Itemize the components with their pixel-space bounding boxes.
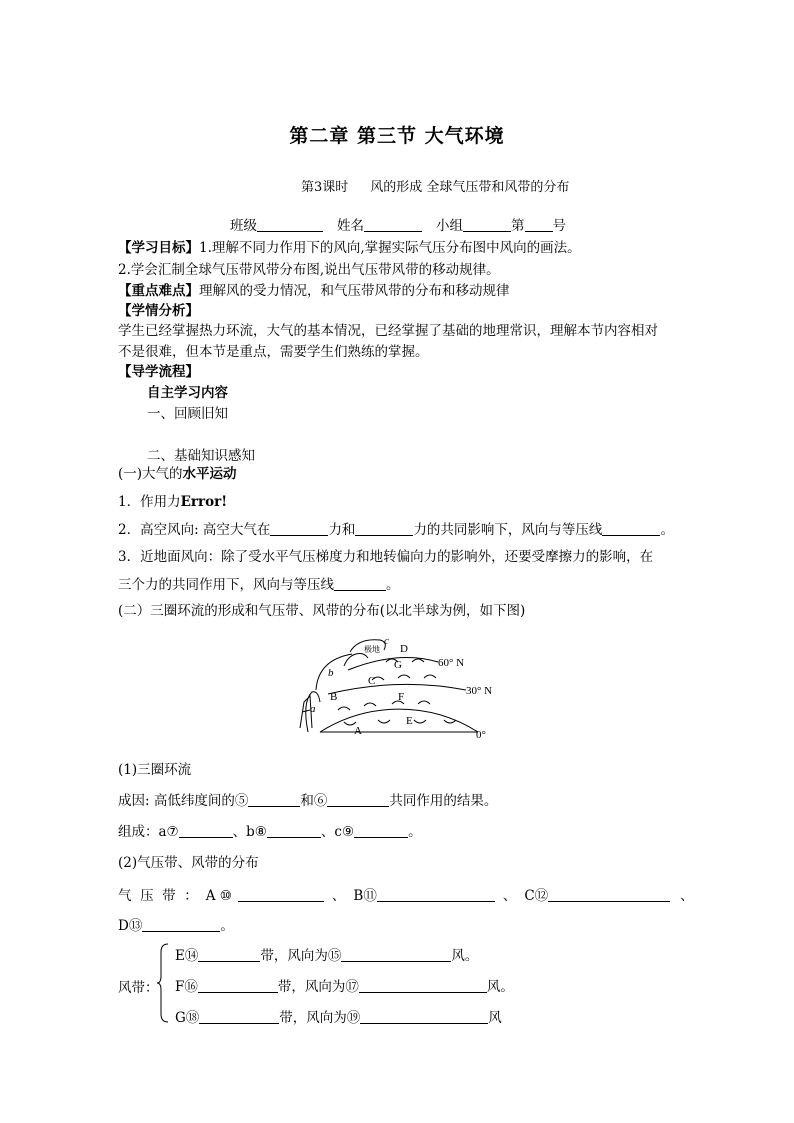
analysis-text-1: 学生已经掌握热力环流，大气的基本情况，已经掌握了基础的地理常识，理解本节内容相对 xyxy=(118,323,658,339)
pressure-end: 。 xyxy=(220,918,234,934)
objectives-line-1 xyxy=(118,236,581,256)
flow-tag: 【导学流程】 xyxy=(118,364,199,380)
wind-G-direction-label: 带，风向为⑲ xyxy=(279,1010,361,1026)
group-label: 小组 xyxy=(436,218,463,234)
blank-11[interactable] xyxy=(377,887,495,902)
label-G: G xyxy=(394,659,402,671)
comp-text-d: 。 xyxy=(408,824,422,840)
student-info-line xyxy=(230,214,566,234)
key-points-tag: 【重点难点】 xyxy=(118,283,199,299)
key-points-text: 理解风的受力情况，和气压带风带的分布和移动规律 xyxy=(199,283,510,299)
item-2-text-c: 力的共同影响下，风向与等压线 xyxy=(413,522,603,538)
pressure-C: C⑫ xyxy=(524,888,549,904)
blank-12[interactable] xyxy=(548,887,670,902)
basic-knowledge-heading: 二、基础知识感知 xyxy=(147,448,255,464)
circulation-heading: (二）三圈环流的形成和气压带、风带的分布(以北半球为例，如下图) xyxy=(118,603,526,619)
cause-blank-6[interactable] xyxy=(327,792,389,807)
cell-label-a: a xyxy=(310,703,316,715)
comp-text-a: 组成：a⑦ xyxy=(118,824,179,840)
label-F: F xyxy=(398,691,405,703)
lat-30-arc xyxy=(328,684,466,694)
item-2-text-b: 力和 xyxy=(328,522,356,538)
label-B: B xyxy=(330,691,338,703)
wind-E-label: E⑭ xyxy=(175,948,199,964)
wind-belt-row-F xyxy=(175,975,514,995)
blank-17[interactable] xyxy=(359,978,487,993)
page-title: 第二章 第三节 大气环境 xyxy=(289,125,505,147)
wind-belt-row-E xyxy=(175,944,478,964)
item-3-line-1: 3．近地面风向：除了受水平气压梯度力和地转偏向力的影响外，还要受摩擦力的影响，在 xyxy=(118,549,654,565)
item-2-blank-3[interactable] xyxy=(602,521,660,536)
comp-blank-8[interactable] xyxy=(267,823,321,838)
number-blank[interactable] xyxy=(525,217,553,232)
item-3-text-c: 。 xyxy=(386,577,400,593)
wind-E-direction-label: 带，风向为⑮ xyxy=(260,948,342,964)
item-1-line xyxy=(118,490,227,510)
item-2-text-d: 。 xyxy=(660,522,674,538)
blank-13[interactable] xyxy=(142,917,220,932)
pressure-A: A ⑩ xyxy=(205,888,232,904)
item-3-blank[interactable] xyxy=(334,576,386,591)
label-A: A xyxy=(354,725,362,737)
wind-G-end: 风 xyxy=(488,1010,502,1026)
sep-1: 、 xyxy=(331,888,346,904)
group-blank[interactable] xyxy=(463,217,511,232)
blank-16[interactable] xyxy=(198,978,278,993)
belts-heading: (2)气压带、风带的分布 xyxy=(118,855,259,871)
lat-0-label: 0° xyxy=(476,729,486,741)
wind-F-end: 风。 xyxy=(486,979,514,995)
objectives-tag: 【学习目标】 xyxy=(118,240,199,256)
brace-icon xyxy=(156,942,170,1024)
self-study-heading: 自主学习内容 xyxy=(147,385,228,401)
cause-text-a: 成因: 高低纬度间的⑤ xyxy=(118,793,249,809)
item-2-text-a: 2．高空风向: 高空大气在 xyxy=(118,522,271,538)
lat-60-label: 60° N xyxy=(438,657,465,669)
heading-bold: 水平运动 xyxy=(182,466,237,482)
cause-text-c: 共同作用的结果。 xyxy=(389,793,498,809)
pressure-D: D⑬ xyxy=(118,918,143,934)
wind-F-label: F⑯ xyxy=(175,979,198,995)
composition-line xyxy=(118,820,422,840)
analysis-text-2: 不是很难，但本节是重点，需要学生们熟练的掌握。 xyxy=(118,344,429,360)
lesson-number: 第3课时 xyxy=(301,180,349,195)
three-cell-circulation-diagram xyxy=(288,632,508,744)
cause-blank-5[interactable] xyxy=(248,792,300,807)
comp-blank-7[interactable] xyxy=(179,823,233,838)
number-label: 第 xyxy=(511,218,525,234)
comp-blank-9[interactable] xyxy=(354,823,408,838)
class-label: 班级 xyxy=(230,218,257,234)
pressure-belts-line-2 xyxy=(118,914,234,934)
sep-2: 、 xyxy=(502,888,517,904)
item-2-blank-1[interactable] xyxy=(270,521,328,536)
blank-14[interactable] xyxy=(198,947,260,962)
polar-label: 极地 xyxy=(364,645,380,654)
pressure-B: B⑪ xyxy=(353,888,377,904)
wind-E-end: 风。 xyxy=(451,948,479,964)
lesson-topic: 风的形成 全球气压带和风带的分布 xyxy=(370,180,570,195)
wind-F-direction-label: 带，风向为⑰ xyxy=(277,979,359,995)
objectives-text-1: 1.理解不同力作用下的风向,掌握实际气压分布图中风向的画法。 xyxy=(199,240,581,256)
number-suffix: 号 xyxy=(552,218,566,234)
review-heading: 一、回顾旧知 xyxy=(147,406,228,422)
label-C: C xyxy=(368,675,376,687)
cell-loop-b xyxy=(316,654,352,690)
cause-text-b: 和⑥ xyxy=(300,793,328,809)
circulation-subheading: (1)三圈环流 xyxy=(118,762,192,778)
item-3-line-2 xyxy=(118,573,400,593)
blank-15[interactable] xyxy=(341,947,451,962)
comp-text-b: 、b⑧ xyxy=(232,824,267,840)
cause-line xyxy=(118,789,497,809)
wind-G-label: G⑱ xyxy=(175,1010,200,1026)
horizontal-motion-heading xyxy=(118,462,237,482)
analysis-tag: 【学情分析】 xyxy=(118,303,199,319)
blank-19[interactable] xyxy=(360,1009,488,1024)
item-1-error: Error! xyxy=(180,494,228,510)
heading-prefix: (一)大气的 xyxy=(118,466,183,482)
class-blank[interactable] xyxy=(257,217,323,232)
item-2-blank-2[interactable] xyxy=(355,521,413,536)
pressure-label: 气 压 带 ： xyxy=(118,888,198,904)
name-label: 姓名 xyxy=(337,218,364,234)
lat-30-label: 30° N xyxy=(466,685,493,697)
comp-text-c: 、c⑨ xyxy=(320,824,355,840)
blank-18[interactable] xyxy=(199,1009,279,1024)
item-3-text-b: 三个力的共同作用下，风向与等压线 xyxy=(118,577,334,593)
lesson-subtitle xyxy=(301,176,569,195)
earth-outline xyxy=(320,709,478,732)
key-points-line xyxy=(118,279,510,299)
pressure-belts-line-1 xyxy=(118,884,694,904)
sep-3: 、 xyxy=(680,888,694,904)
wind-belts-label: 风带： xyxy=(118,980,159,996)
blank-10[interactable] xyxy=(238,887,324,902)
wind-belt-row-G xyxy=(175,1006,502,1026)
objectives-text-2: 2.学会汇制全球气压带风带分布图,说出气压带风带的移动规律。 xyxy=(118,262,500,278)
label-D: D xyxy=(400,643,408,655)
cell-label-c: c xyxy=(384,635,389,647)
item-1-label: 1．作用力 xyxy=(118,494,181,510)
label-E: E xyxy=(406,715,413,727)
cell-label-b: b xyxy=(328,667,334,679)
name-blank[interactable] xyxy=(364,217,422,232)
item-2-line xyxy=(118,518,674,538)
